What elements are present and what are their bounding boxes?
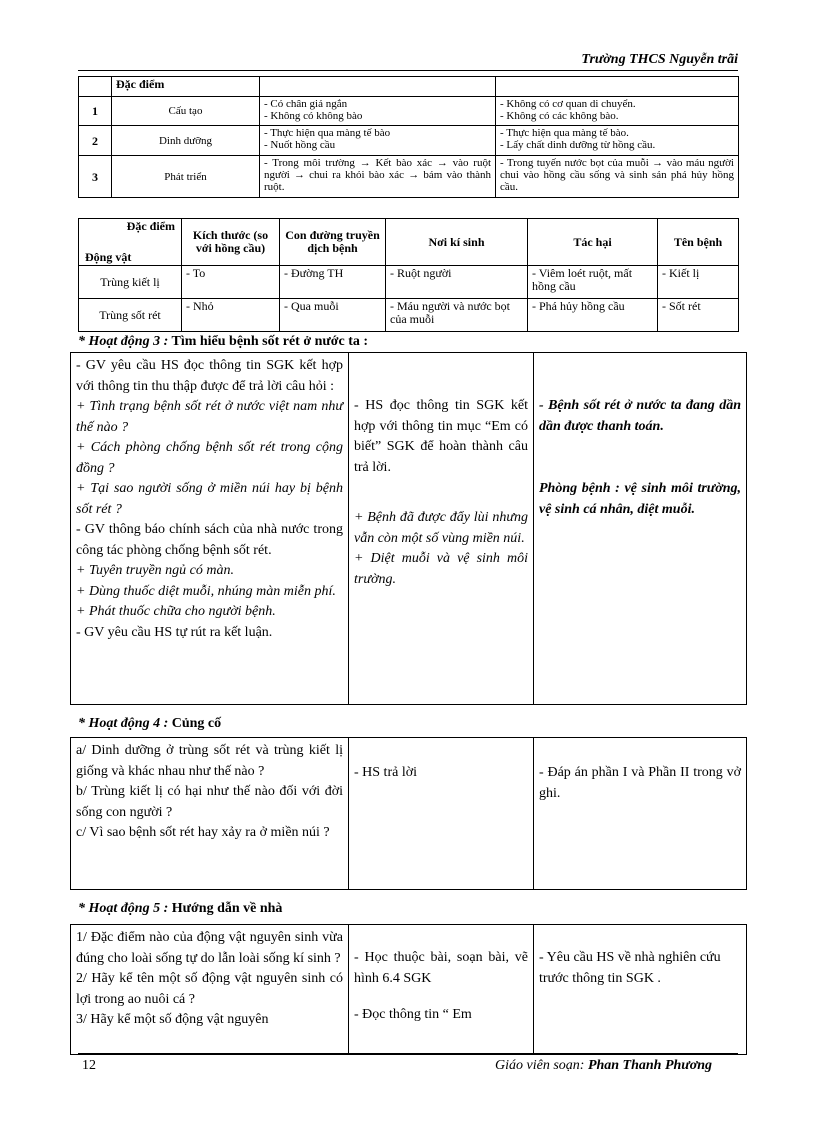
parasite-table	[78, 218, 739, 332]
cell: - Ruột người	[386, 266, 528, 299]
page-number: 12	[82, 1058, 96, 1073]
text: 3/ Hãy kể một số động vật nguyên	[76, 1012, 269, 1027]
text: - GV thông báo chính sách của nhà nước trong công tác phòng chống bệnh sốt rét.	[76, 522, 343, 558]
text: + Diệt muỗi và vệ sinh môi trường.	[354, 551, 528, 587]
cell: - Phá hủy hồng cầu	[528, 299, 658, 332]
text: + Cách phòng chống bệnh sốt rét trong cộng đồng ?	[76, 440, 343, 476]
row-label: Dinh dưỡng	[112, 126, 260, 156]
column-header: Nơi kí sinh	[386, 219, 528, 266]
table-row	[71, 353, 747, 705]
text: - Yêu cầu HS về nhà nghiên cứu trước thông tin SGK .	[539, 950, 721, 986]
activity-label: * Hoạt động 4 :	[78, 716, 169, 731]
cell: - Nhỏ	[182, 299, 280, 332]
line: - Không có các không bào.	[500, 110, 619, 122]
text: - GV yêu cầu HS tự rút ra kết luận.	[76, 624, 273, 640]
line: - Thực hiện qua màng tế bào.	[500, 127, 629, 139]
cell	[496, 126, 739, 156]
table-header-row	[79, 219, 739, 266]
teacher-name: Phan Thanh Phương	[587, 1058, 712, 1073]
cell	[496, 97, 739, 126]
corner-top: Đặc điểm	[126, 219, 175, 233]
row-number: 2	[79, 126, 112, 156]
cell: - Máu người và nước bọt của muỗi	[386, 299, 528, 332]
column-header: Kích thước (so với hồng cầu)	[182, 219, 280, 266]
text: - Học thuộc bài, soạn bài, vẽ hình 6.4 SGK	[354, 950, 528, 986]
column-header: Tên bệnh	[658, 219, 739, 266]
student-column	[349, 925, 534, 1055]
student-column	[349, 353, 534, 705]
column-header: Con đường truyền dịch bệnh	[280, 219, 386, 266]
text: c/ Vì sao bệnh sốt rét hay xảy ra ở miền núi ?	[76, 825, 330, 840]
text: 1/ Đặc điểm nào của động vật nguyên sinh vừa đúng cho loài sống tự do lẫn loài sống kí sinh ?	[76, 930, 343, 966]
text: + Dùng thuốc diệt muỗi, nhúng màn miễn phí.	[76, 583, 336, 599]
header-rule	[78, 70, 738, 71]
teacher-column	[71, 353, 349, 705]
cell	[260, 97, 496, 126]
line: - Nuốt hồng cầu	[264, 139, 336, 151]
cell: - Đường TH	[280, 266, 386, 299]
row-number: 1	[79, 97, 112, 126]
teacher-column	[534, 925, 747, 1055]
cell: - Viêm loét ruột, mất hồng cầu	[528, 266, 658, 299]
footer-rule	[78, 1053, 738, 1054]
row-label: Cấu tạo	[112, 97, 260, 126]
cell: - Qua muỗi	[280, 299, 386, 332]
line: - Có chân giả ngắn	[264, 98, 348, 110]
answer-column	[534, 738, 747, 890]
text: b/ Trùng kiết lị có hại như thế nào đối với đời sống con người ?	[76, 784, 343, 820]
text: - Đọc thông tin “ Em	[354, 1007, 472, 1022]
table-row	[71, 925, 747, 1055]
text: 2/ Hãy kể tên một số động vật nguyên sinh có lợi trong ao nuôi cá ?	[76, 971, 343, 1007]
text: - Đáp án phần I và Phần II trong vở ghi.	[539, 765, 741, 801]
question-column	[71, 738, 349, 890]
activity-3-table	[70, 352, 747, 705]
column-header: Tác hại	[528, 219, 658, 266]
table-row	[79, 126, 739, 156]
teacher-label: Giáo viên soạn:	[495, 1058, 585, 1073]
cell: - Kiết lị	[658, 266, 739, 299]
text: - HS trả lời	[354, 765, 418, 780]
line: - Không có cơ quan di chuyển.	[500, 98, 636, 110]
activity-title: Củng cố	[171, 716, 222, 731]
text: + Tại sao người sống ở miền núi hay bị bệnh sốt rét ?	[76, 481, 343, 517]
question-column	[71, 925, 349, 1055]
cell: - To	[182, 266, 280, 299]
activity-5-table	[70, 924, 747, 1055]
cell	[260, 126, 496, 156]
activity-label: * Hoạt động 5 :	[78, 901, 169, 916]
corner-header	[79, 219, 182, 266]
activity-4-heading	[78, 716, 221, 732]
student-column	[349, 738, 534, 890]
animal-name: Trùng kiết lị	[79, 266, 182, 299]
text: + Phát thuốc chữa cho người bệnh.	[76, 604, 276, 619]
text: + Tuyên truyền ngủ có màn.	[76, 563, 234, 578]
text: Phòng bệnh : vệ sinh môi trường, vệ sinh cá nhân, diệt muỗi.	[539, 481, 741, 517]
line: - Lấy chất dinh dưỡng từ hồng cầu.	[500, 139, 656, 151]
text: - Bệnh sốt rét ở nước ta đang dần dần được thanh toán.	[539, 398, 741, 434]
corner-bottom: Động vật	[85, 250, 132, 264]
line: - Không có không bào	[264, 110, 363, 122]
text: a/ Dinh dưỡng ở trùng sốt rét và trùng kiết lị giống và khác nhau như thế nào ?	[76, 743, 343, 779]
cell: - Trong tuyến nước bọt của muỗi → vào máu người chui vào hồng cầu sống và sinh sản phá hủy hồng cầu.	[496, 156, 739, 198]
text: + Tình trạng bệnh sốt rét ở nước việt nam như thế nào ?	[76, 399, 343, 435]
table-row	[79, 97, 739, 126]
table-row	[71, 738, 747, 890]
table-row	[79, 299, 739, 332]
table-row	[79, 77, 739, 97]
activity-title: Tìm hiểu bệnh sốt rét ở nước ta :	[171, 334, 369, 349]
activity-3-heading	[78, 334, 368, 350]
activity-4-table	[70, 737, 747, 890]
table-row	[79, 156, 739, 198]
table-row	[79, 266, 739, 299]
text: - GV yêu cầu HS đọc thông tin SGK kết hợp với thông tin thu thập được để trả lời câu hỏi :	[76, 358, 343, 394]
animal-name: Trùng sốt rét	[79, 299, 182, 332]
activity-5-heading	[78, 901, 282, 917]
conclusion-column	[534, 353, 747, 705]
activity-title: Hướng dẫn về nhà	[171, 901, 283, 916]
cell: - Trong môi trường → Kết bào xác → vào ruột người → chui ra khỏi bào xác → bám vào thành ruột.	[260, 156, 496, 198]
line: - Thực hiện qua màng tế bào	[264, 127, 391, 139]
row-number: 3	[79, 156, 112, 198]
teacher-credit	[495, 1058, 712, 1074]
table-header: Đặc điểm	[112, 77, 260, 97]
row-label: Phát triển	[112, 156, 260, 198]
text: + Bệnh đã được đẩy lùi nhưng vẫn còn một số vùng miền núi.	[354, 510, 528, 546]
text: - HS đọc thông tin SGK kết hợp với thông tin mục “Em có biết” SGK để hoàn thành câu trả lời.	[354, 398, 528, 475]
activity-label: * Hoạt động 3 :	[78, 334, 169, 349]
comparison-table	[78, 76, 739, 198]
cell: - Sốt rét	[658, 299, 739, 332]
school-name: Trường THCS Nguyễn trãi	[581, 52, 738, 67]
